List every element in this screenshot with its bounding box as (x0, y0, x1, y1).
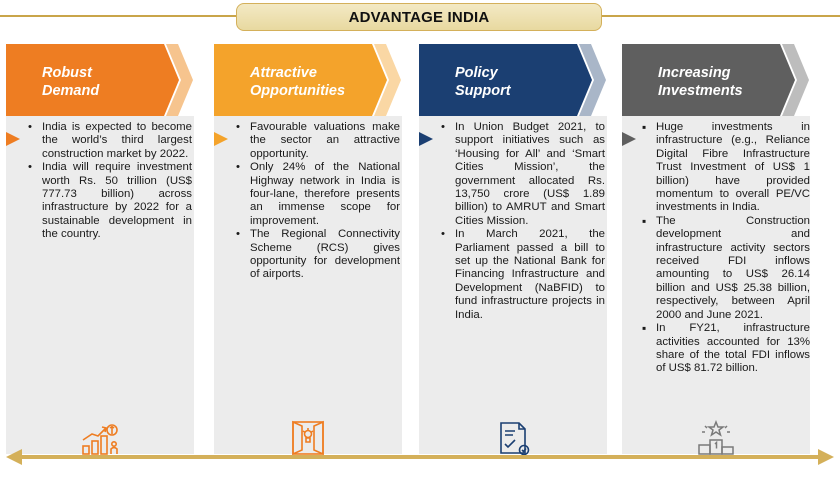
header-robust-demand (6, 44, 194, 116)
bullet-item: • Only 24% of the National Highway network in India is four-lane, therefore presents an immense scope for improvement. (236, 161, 400, 228)
page-title: ADVANTAGE INDIA (348, 8, 490, 26)
bullet-list (441, 121, 605, 322)
header-text (658, 64, 788, 100)
bullet-item: ▪ In FY21, infrastructure activities accounted for 13% share of the total FDI inflows of US$ 81.72 billion. (642, 322, 810, 376)
header-line-1: Policy (455, 65, 498, 81)
header-line-2: Opportunities (250, 83, 346, 99)
bullet-item: • The Regional Connectivity Scheme (RCS) gives opportunity for development of airports. (236, 228, 400, 282)
header-attractive-opportunities (214, 44, 402, 116)
header-policy-support (419, 44, 607, 116)
title-rule-right (602, 15, 840, 17)
bullet-item: • In Union Budget 2021, to support initiatives such as ‘Housing for All’ and ‘Smart Cities Mission’, the government allocated Rs. 13,750 crore (US$ 1.89 billion) to AMRUT and Smart Cities Mission. (441, 121, 605, 228)
panel-attractive-opportunities (214, 116, 402, 454)
bullet-list (236, 121, 400, 282)
title-banner (236, 3, 602, 31)
header-line-2: Demand (42, 83, 100, 99)
pointer-triangle-icon (214, 132, 230, 146)
header-line-2: Support (455, 83, 511, 99)
column-robust-demand (6, 44, 194, 454)
panel-policy-support (419, 116, 607, 454)
header-line-1: Attractive (250, 65, 317, 81)
header-text (250, 64, 380, 100)
pointer-triangle-icon (622, 132, 638, 146)
panel-robust-demand (6, 116, 194, 454)
column-policy-support (419, 44, 607, 454)
title-rule-left (0, 15, 236, 17)
header-text (455, 64, 585, 100)
header-line-2: Investments (658, 83, 743, 99)
bullet-list (28, 121, 192, 242)
bullet-item: • Favourable valuations make the sector an attractive opportunity. (236, 121, 400, 161)
column-attractive-opportunities (214, 44, 402, 454)
bullet-item: • India is expected to become the world’s third largest construction market by 2022. (28, 121, 192, 161)
bottom-double-arrow (6, 449, 834, 465)
header-text (42, 64, 172, 100)
pointer-triangle-icon (419, 132, 435, 146)
pointer-triangle-icon (6, 132, 22, 146)
column-increasing-investments (622, 44, 810, 454)
bullet-item: • India will require investment worth Rs. 50 trillion (US$ 777.73 billion) across infrastructure by 2022 for a sustainable development in the country. (28, 161, 192, 241)
bullet-list (642, 121, 810, 376)
header-line-1: Robust (42, 65, 92, 81)
bullet-item: • In March 2021, the Parliament passed a bill to set up the National Bank for Financing Infrastructure and Development (NaBFID) to fund infrastructure projects in India. (441, 228, 605, 322)
bullet-item: ▪ The Construction development and infrastructure activity sectors received FDI inflows amounting to US$ 26.14 billion and US$ 25.38 billion, respectively, between April 2000 and June 2021. (642, 215, 810, 322)
header-increasing-investments (622, 44, 810, 116)
header-line-1: Increasing (658, 65, 731, 81)
panel-increasing-investments (622, 116, 810, 454)
bullet-item: ▪ Huge investments in infrastructure (e.g., Reliance Digital Fibre Infrastructure Trust Investment of US$ 1 billion) have provided momentum to overall PE/VC investments in India. (642, 121, 810, 215)
